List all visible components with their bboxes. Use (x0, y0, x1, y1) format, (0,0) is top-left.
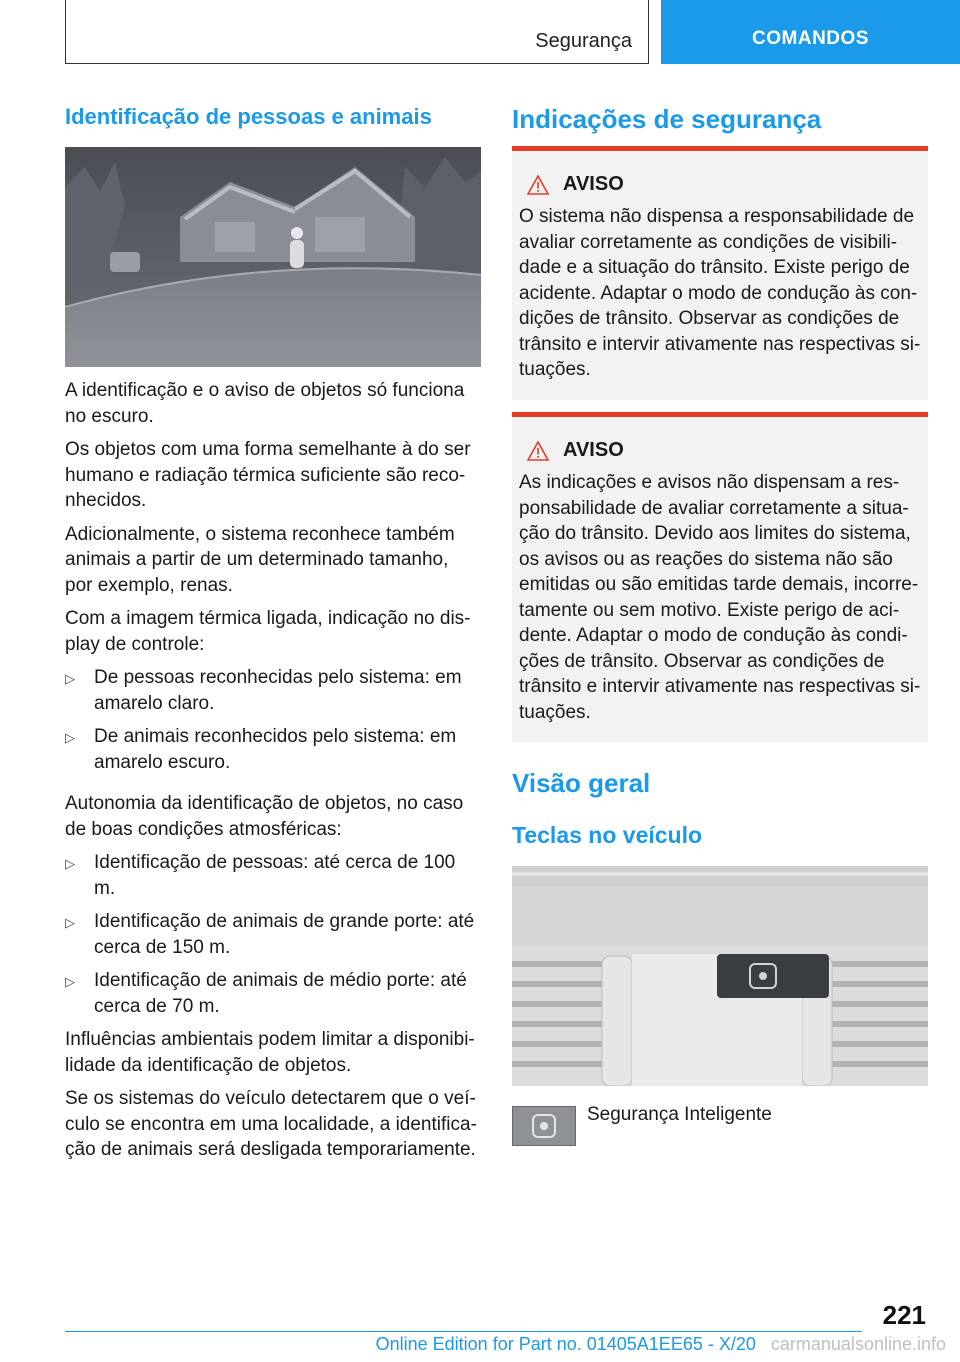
warning-title: AVISO (519, 173, 922, 196)
footer-divider (65, 1331, 862, 1332)
left-body-text (65, 378, 481, 1171)
bullet-triangle-icon: ▷ (65, 974, 75, 989)
vehicle-buttons-photo (512, 866, 928, 1086)
header-box (65, 0, 649, 64)
paragraph: Os objetos com uma forma semelhante à do ser humano e radiação térmica suficiente são reco-nhecidos. (65, 439, 471, 511)
bullet-triangle-icon: ▷ (65, 671, 75, 686)
section-heading-overview: Visão geral (512, 768, 651, 798)
watermark: carmanualsonline.info (770, 1334, 946, 1354)
warning-triangle-icon (527, 175, 549, 195)
list-item: ▷ Identificação de animais de médio porte: até cerca de 70 m. (65, 970, 467, 1017)
thermal-night-image (65, 147, 481, 367)
list-item: ▷ Identificação de animais de grande porte: até cerca de 150 m. (65, 911, 475, 958)
warning-title: AVISO (519, 439, 922, 462)
list-item: ▷ De pessoas reconhecidas pelo sistema: em amarelo claro. (65, 667, 462, 714)
list-item: ▷ Identificação de pessoas: até cerca de 100 m. (65, 852, 456, 899)
subsection-heading-keys: Teclas no veículo (512, 822, 703, 848)
bullet-triangle-icon: ▷ (65, 730, 75, 745)
intelligent-safety-button-icon (512, 1106, 576, 1146)
section-heading-safety: Indicações de segurança (512, 104, 822, 134)
list-item: ▷ De animais reconhecidos pelo sistema: em amarelo escuro. (65, 726, 457, 773)
paragraph: Autonomia da identificação de objetos, no caso de boas condições atmosféricas: (65, 793, 464, 840)
footer-edition-text: Online Edition for Part no. 01405A1EE65 - X/20 carmanualsonline.info (375, 1334, 946, 1354)
paragraph: Se os sistemas do veículo detectarem que o veí-culo se encontra em uma localidade, a identifica-ção de animais será desligada temporariamente. (65, 1088, 477, 1160)
header-chapter-tab[interactable]: COMANDOS (661, 0, 960, 64)
warning-box (512, 412, 928, 742)
paragraph: Adicionalmente, o sistema reconhece também animais a partir de um determinado tamanho, por exemplo, renas. (65, 523, 455, 596)
bullet-triangle-icon: ▷ (65, 856, 75, 871)
bullet-triangle-icon: ▷ (65, 915, 75, 930)
warning-text: O sistema não dispensa a responsabilidade de avaliar corretamente as condições de visibili-dade e a situação do trânsito. Existe perigo de acidente. Adaptar o modo de condução às con-dições de trânsito. Observar as condições de trânsito e intervir ativamente nas respectivas si-tuações. (519, 206, 921, 380)
header-section-title: Segurança (535, 30, 632, 52)
button-label: Segurança Inteligente (587, 1104, 772, 1125)
paragraph: Influências ambientais podem limitar a disponibi-lidade da identificação de objetos. (65, 1029, 475, 1076)
page-number: 221 (882, 1300, 926, 1330)
warning-triangle-icon (527, 441, 549, 461)
paragraph: A identificação e o aviso de objetos só funciona no escuro. (65, 380, 465, 427)
section-heading-identification: Identificação de pessoas e animais (65, 104, 432, 129)
warning-box (512, 146, 928, 400)
warning-text: As indicações e avisos não dispensam a res-ponsabilidade de avaliar corretamente a situa-ção do trânsito. Devido aos limites do sistema, os avisos ou as reações do sistema não são emitidas ou são emitidas tarde demais, incorre-tamente ou sem motivo. Existe perigo de aci-dente. Adaptar o modo de condução às condi-ções de trânsito. Observar as condições de trânsito e intervir ativamente nas respectivas si-tuações. (519, 472, 921, 723)
paragraph: Com a imagem térmica ligada, indicação no dis-play de controle: (65, 608, 471, 655)
